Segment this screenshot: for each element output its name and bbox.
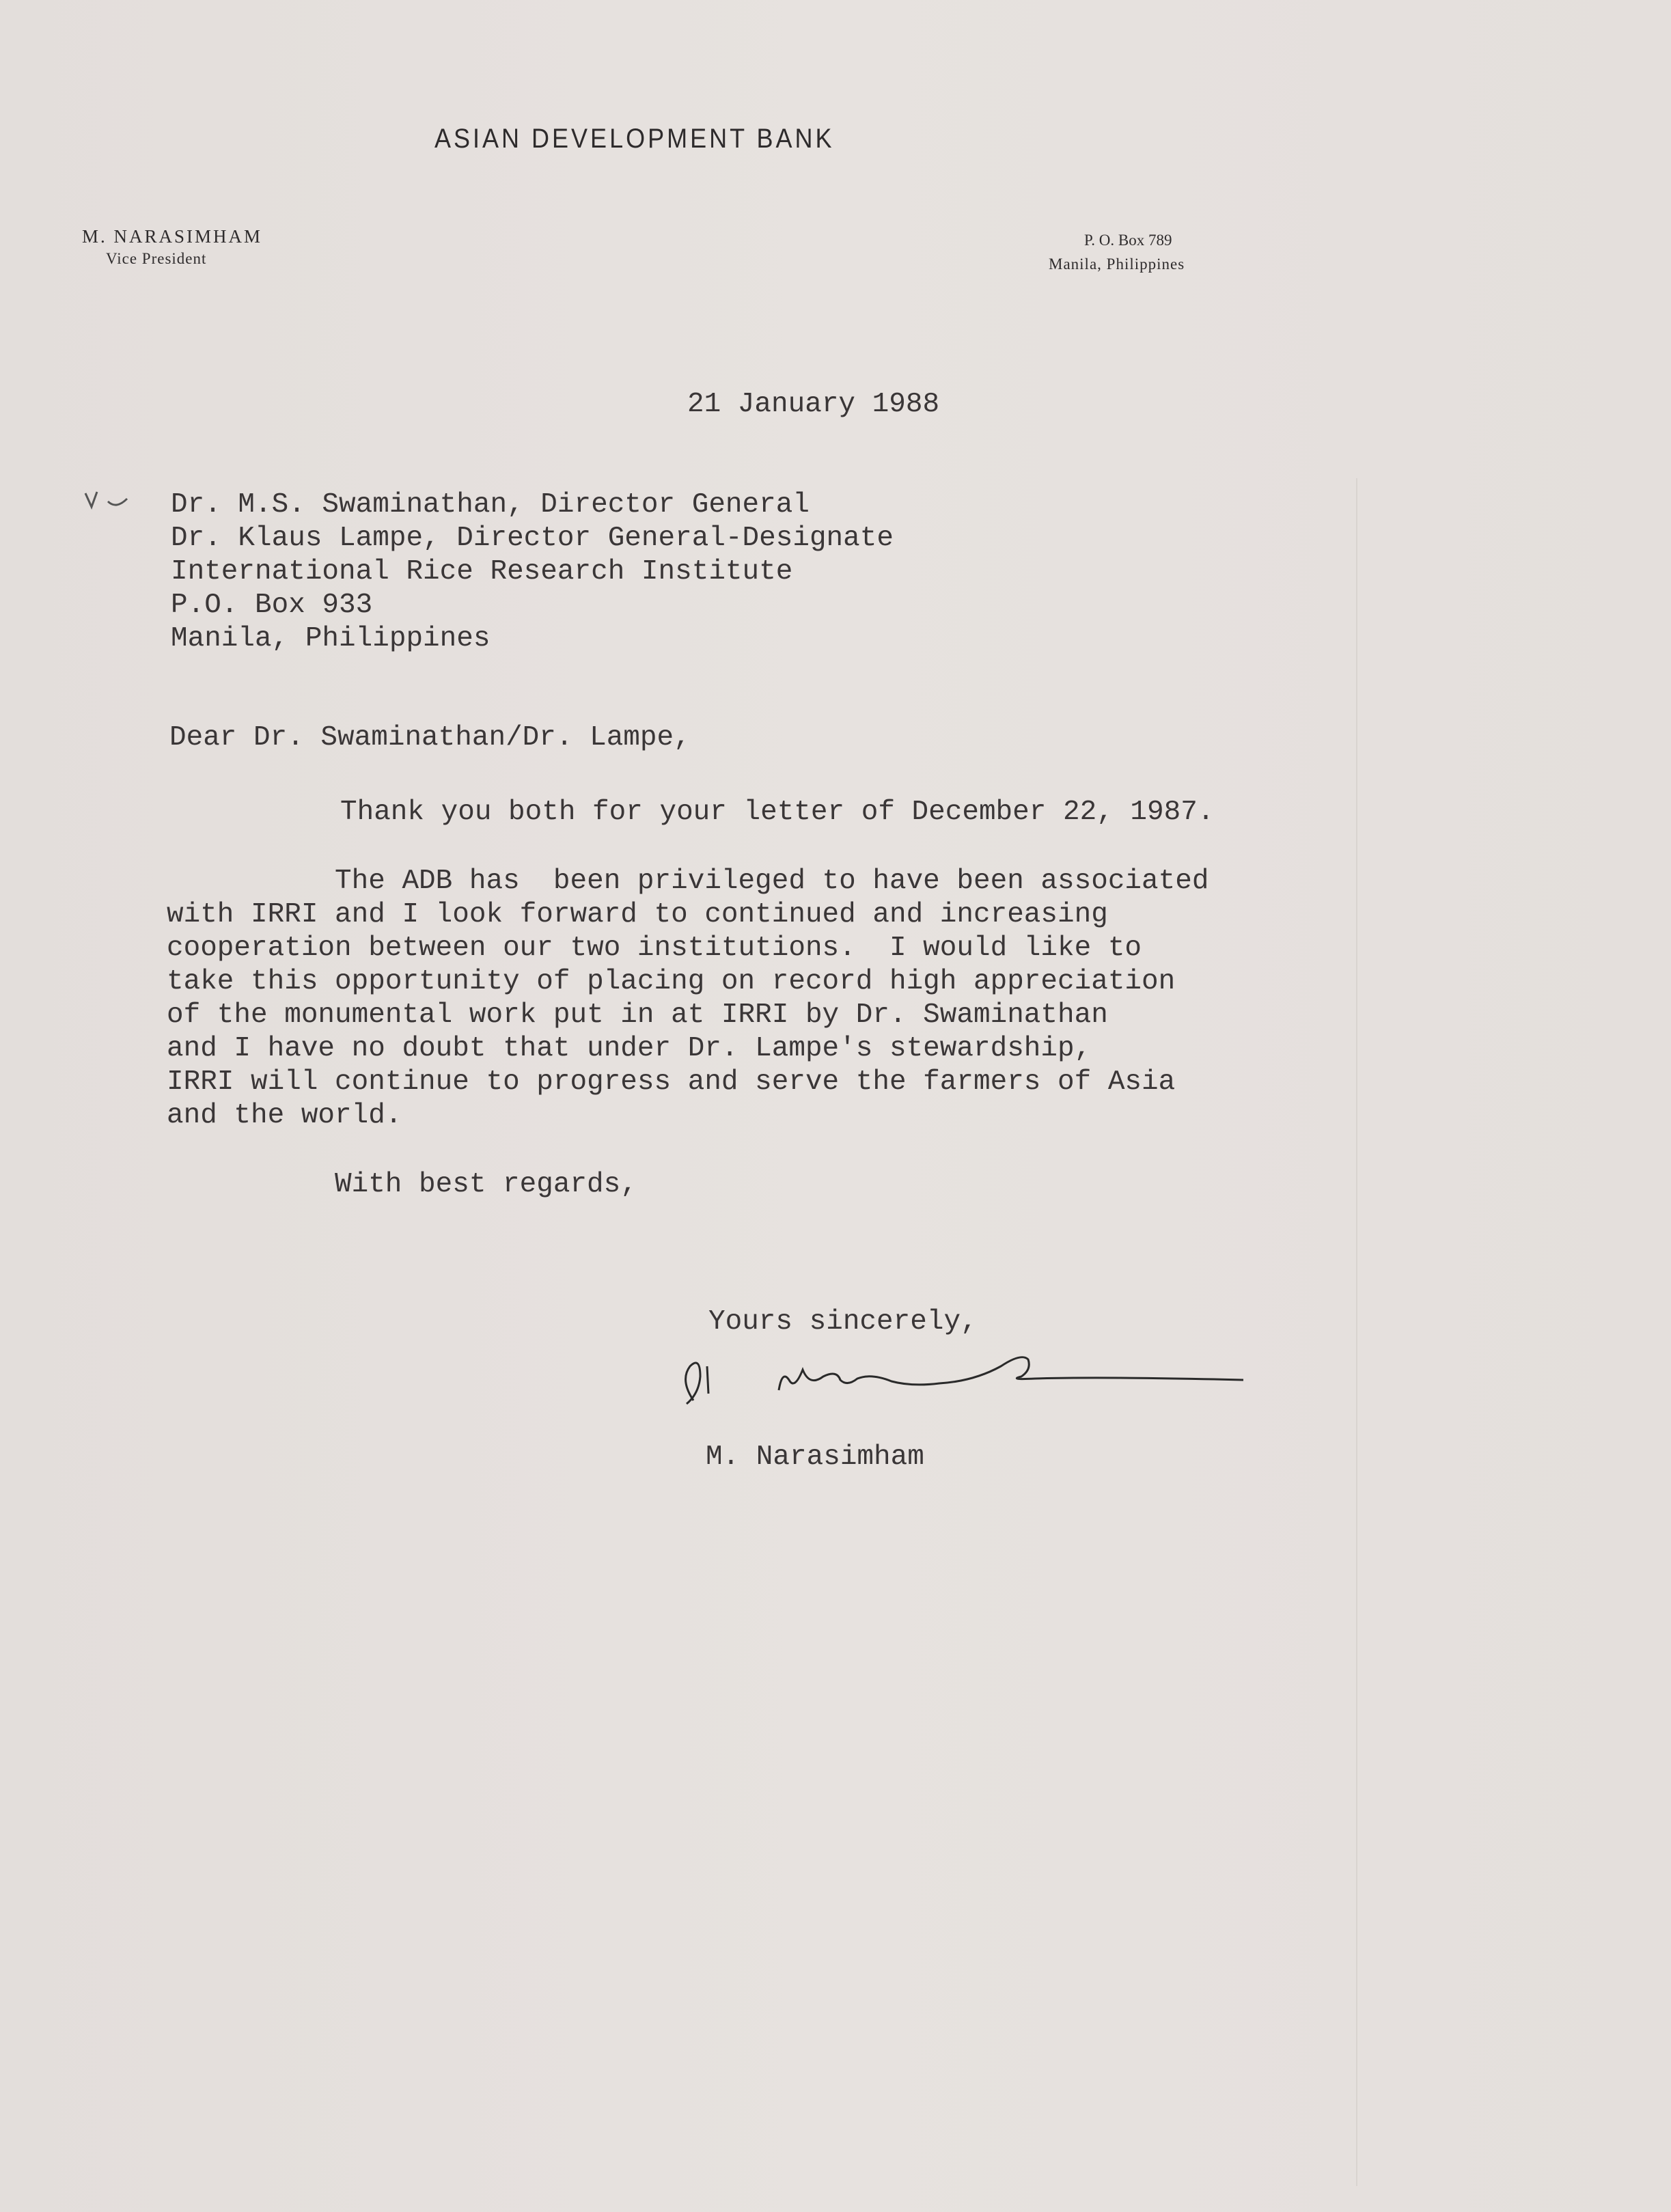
recipient-line: Dr. Klaus Lampe, Director General-Designate (171, 523, 894, 554)
recipient-line: International Rice Research Institute (171, 556, 793, 587)
body-line: with IRRI and I look forward to continued and increasing (167, 899, 1108, 930)
recipient-line: Manila, Philippines (171, 623, 491, 654)
handwritten-signature (666, 1339, 1254, 1421)
recipient-line: P.O. Box 933 (171, 590, 373, 621)
paper-fold-line (1356, 478, 1357, 2186)
closing: Yours sincerely, (708, 1306, 978, 1338)
signatory-name: M. Narasimham (706, 1441, 924, 1473)
body-line: IRRI will continue to progress and serve the farmers of Asia (167, 1066, 1176, 1098)
body-line: The ADB has been privileged to have been associated (167, 866, 1209, 897)
letter-date: 21 January 1988 (687, 389, 940, 420)
body-line: cooperation between our two institutions. I would like to (167, 932, 1142, 964)
recipient-line: Dr. M.S. Swaminathan, Director General (171, 489, 810, 521)
recipient-address (171, 488, 894, 656)
body-line: and the world. (167, 1100, 402, 1131)
letterhead-organization: ASIAN DEVELOPMENT BANK (434, 122, 835, 154)
paragraph-body (167, 865, 1209, 1133)
body-line: of the monumental work put in at IRRI by Dr. Swaminathan (167, 999, 1108, 1031)
letterhead-sender-name: M. NARASIMHAM (82, 226, 263, 247)
salutation: Dear Dr. Swaminathan/Dr. Lampe, (169, 722, 691, 754)
regards: With best regards, (335, 1169, 637, 1200)
body-line: and I have no doubt that under Dr. Lampe's stewardship, (167, 1033, 1092, 1064)
letterhead-address-line2: Manila, Philippines (1049, 255, 1185, 273)
letterhead-sender-title: Vice President (106, 250, 207, 267)
paragraph-thanks: Thank you both for your letter of December 22, 1987. (340, 797, 1215, 828)
check-mark-annotation (82, 486, 143, 514)
body-line: take this opportunity of placing on record high appreciation (167, 966, 1176, 997)
letterhead-address-line1: P. O. Box 789 (1084, 232, 1172, 249)
